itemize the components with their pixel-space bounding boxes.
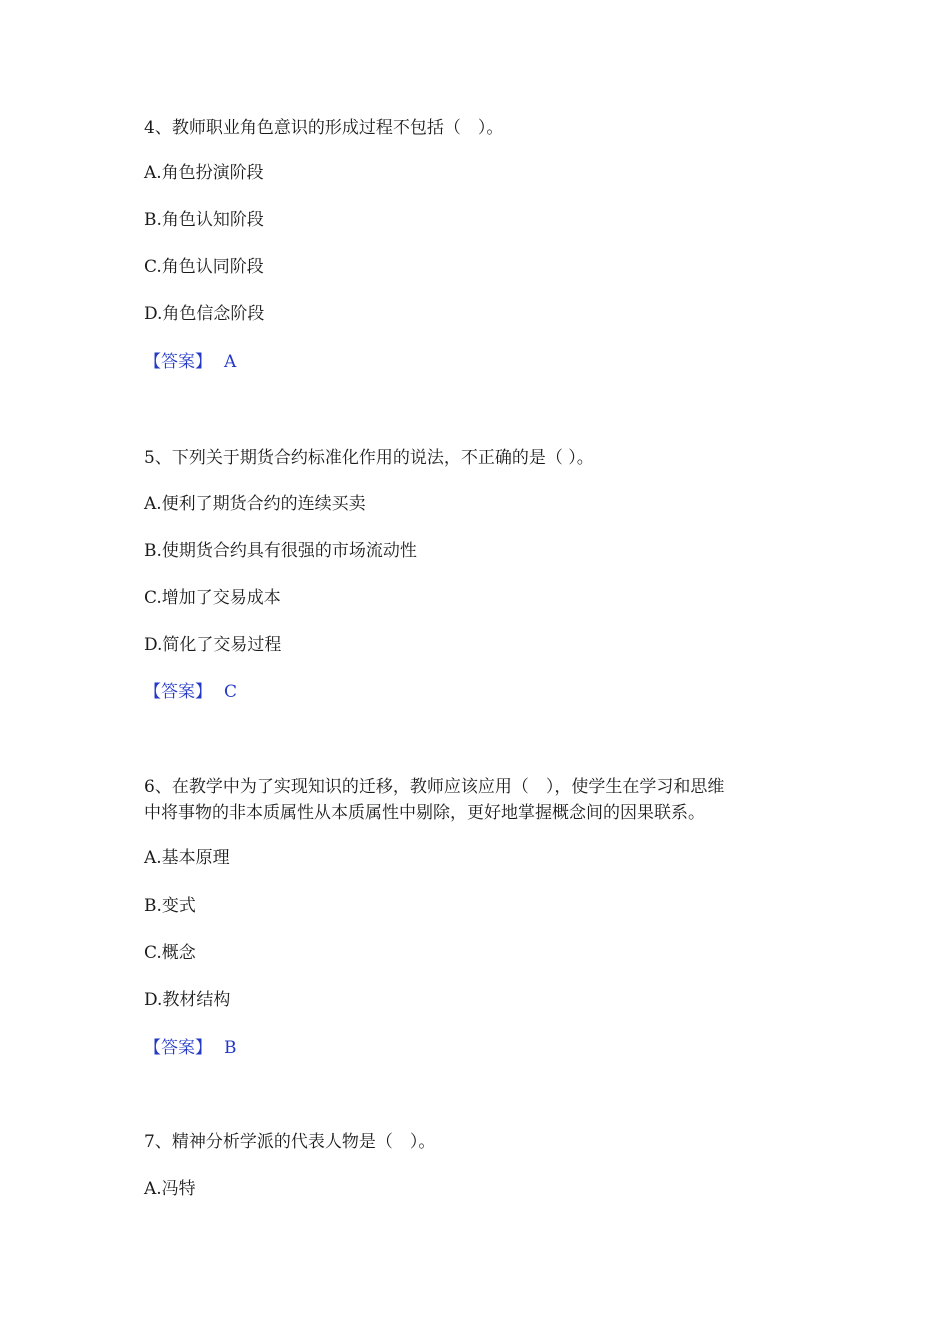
question-6-option-c: C.概念 [144, 943, 196, 963]
answer-label: 【答案】 [144, 1038, 212, 1058]
question-6-option-a: A.基本原理 [144, 848, 230, 868]
question-4-answer [144, 350, 236, 374]
question-7-option-a: A.冯特 [144, 1179, 196, 1199]
question-6-option-b: B.变式 [144, 896, 196, 916]
question-5-option-b: B.使期货合约具有很强的市场流动性 [144, 541, 417, 561]
question-4-option-c: C.角色认同阶段 [144, 257, 264, 277]
question-4-option-a: A.角色扮演阶段 [144, 163, 264, 183]
question-5-stem: 5、下列关于期货合约标准化作用的说法，不正确的是（ ）。 [144, 448, 594, 468]
answer-value: C [224, 682, 238, 702]
question-4-option-d: D.角色信念阶段 [144, 304, 265, 324]
question-4-option-b: B.角色认知阶段 [144, 210, 264, 230]
question-5-option-c: C.增加了交易成本 [144, 588, 281, 608]
answer-value: A [224, 352, 237, 372]
question-5-option-a: A.便利了期货合约的连续买卖 [144, 494, 366, 514]
question-5-answer [144, 680, 237, 704]
question-5-option-d: D.简化了交易过程 [144, 635, 282, 655]
question-7-stem: 7、精神分析学派的代表人物是（ ）。 [144, 1132, 436, 1152]
question-6-answer [144, 1036, 237, 1060]
question-6-stem-line-2: 中将事物的非本质属性从本质属性中剔除，更好地掌握概念间的因果联系。 [144, 803, 705, 823]
question-6-stem-line-1: 6、在教学中为了实现知识的迁移，教师应该应用（ ），使学生在学习和思维 [144, 777, 725, 797]
answer-value: B [224, 1038, 237, 1058]
question-4-stem: 4、教师职业角色意识的形成过程不包括（ ）。 [144, 118, 504, 138]
answer-label: 【答案】 [144, 682, 212, 702]
answer-label: 【答案】 [144, 352, 212, 372]
question-6-option-d: D.教材结构 [144, 990, 231, 1010]
